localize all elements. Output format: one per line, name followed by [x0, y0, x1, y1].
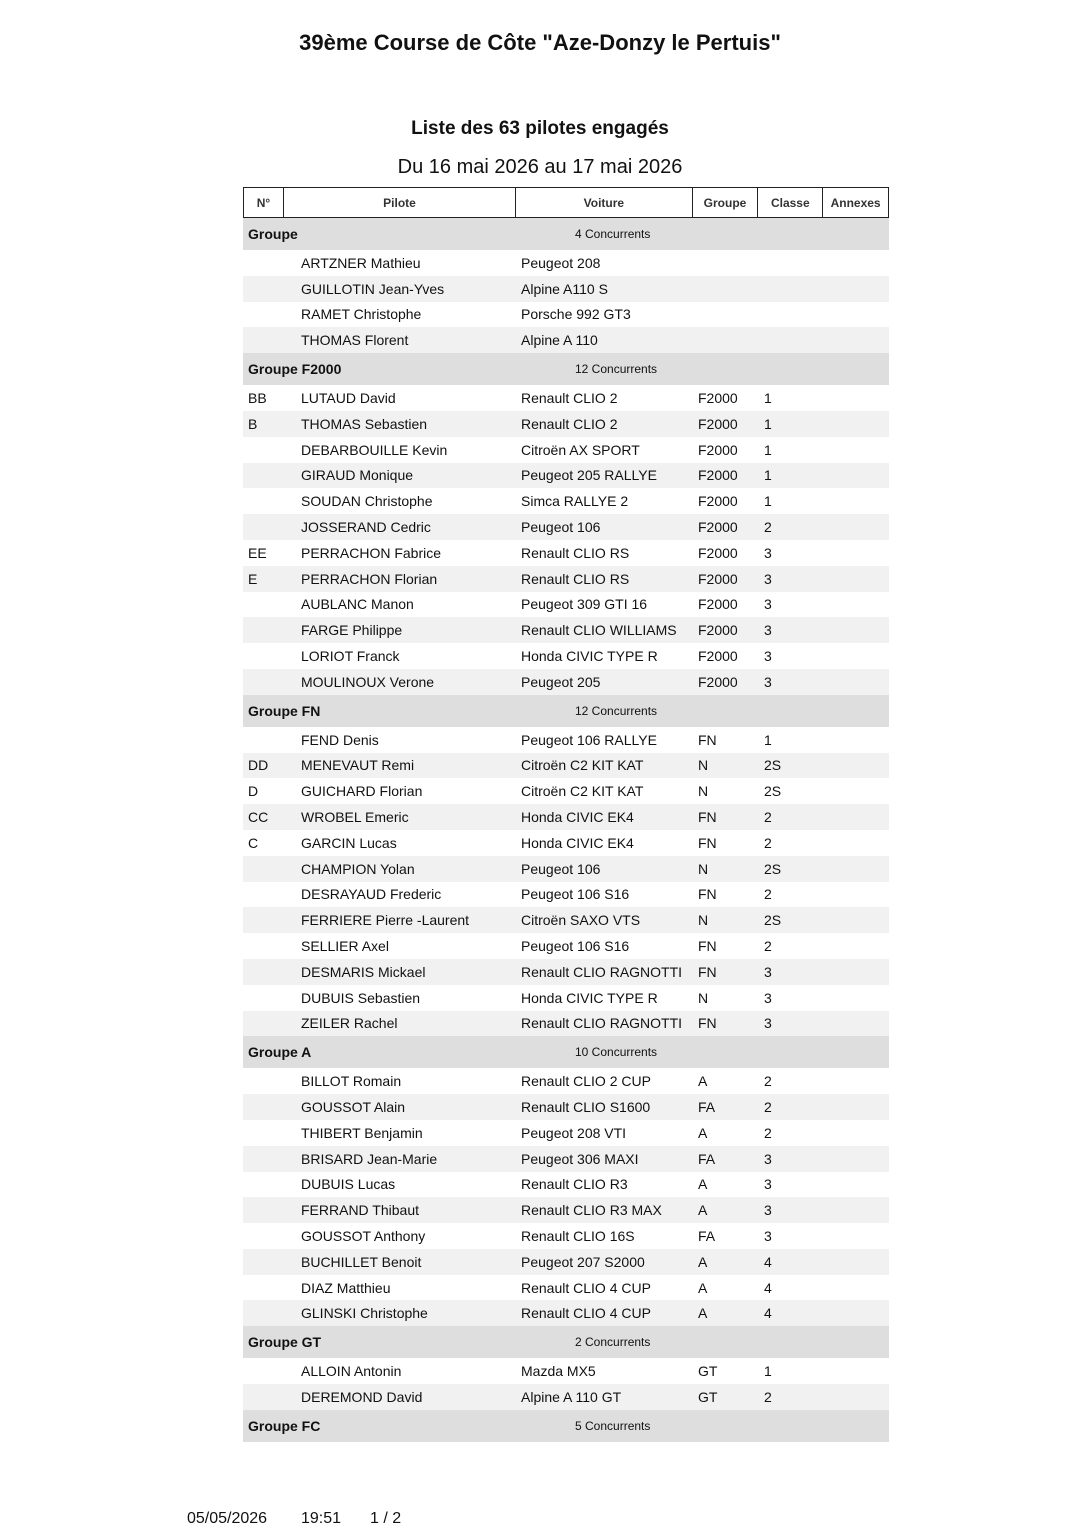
row-group: N: [698, 989, 709, 1006]
row-class: 1: [764, 415, 772, 432]
row-car: Alpine A 110 GT: [521, 1388, 622, 1405]
row-class: 1: [764, 441, 772, 458]
row-group: A: [698, 1305, 708, 1322]
table-row: [243, 592, 889, 618]
row-class: 3: [764, 673, 772, 690]
row-pilot: BILLOT Romain: [301, 1073, 402, 1090]
row-pilot: DEREMOND David: [301, 1388, 423, 1405]
row-group: N: [698, 757, 709, 774]
row-pilot: DIAZ Matthieu: [301, 1279, 391, 1296]
table-row: [243, 669, 889, 695]
row-class: 2S: [764, 757, 782, 774]
table-row: [243, 753, 889, 779]
row-car: Renault CLIO WILLIAMS: [521, 622, 677, 639]
row-pilot: SELLIER Axel: [301, 938, 389, 955]
table-row: [243, 804, 889, 830]
footer-page-number: 1 / 2: [370, 1510, 402, 1527]
row-car: Renault CLIO 4 CUP: [521, 1279, 651, 1296]
row-class: 3: [764, 1015, 772, 1032]
table-row: [243, 385, 889, 411]
row-group: F2000: [698, 673, 738, 690]
table-row: [243, 1120, 889, 1146]
group-name: Groupe FN: [248, 702, 321, 719]
row-pilot: THIBERT Benjamin: [301, 1124, 423, 1141]
row-pilot: GUILLOTIN Jean-Yves: [301, 280, 445, 297]
group-header: [243, 353, 889, 385]
row-class: 3: [764, 989, 772, 1006]
table-row: [243, 1223, 889, 1249]
row-pilot: FERRAND Thibaut: [301, 1202, 420, 1219]
row-group: FN: [698, 731, 717, 748]
row-group: A: [698, 1202, 708, 1219]
entry-list-table: [243, 187, 889, 1442]
row-car: Renault CLIO R3 MAX: [521, 1202, 662, 1219]
table-row: [243, 463, 889, 489]
row-pilot: ARTZNER Mathieu: [301, 254, 421, 271]
row-car: Peugeot 306 MAXI: [521, 1150, 639, 1167]
footer-date: 05/05/2026: [187, 1510, 268, 1527]
row-group: F2000: [698, 596, 738, 613]
row-number: D: [248, 783, 259, 800]
row-pilot: PERRACHON Fabrice: [301, 544, 442, 561]
row-group: FN: [698, 963, 717, 980]
row-number: C: [248, 834, 259, 851]
row-class: 3: [764, 1176, 772, 1193]
table-row: [243, 856, 889, 882]
row-pilot: DUBUIS Sebastien: [301, 989, 421, 1006]
row-pilot: JOSSERAND Cedric: [301, 519, 431, 536]
row-car: Renault CLIO 2: [521, 415, 618, 432]
row-pilot: BRISARD Jean-Marie: [301, 1150, 438, 1167]
header-group: Groupe: [693, 188, 759, 217]
row-class: 3: [764, 963, 772, 980]
group-count: 4 Concurrents: [575, 227, 651, 241]
row-pilot: LORIOT Franck: [301, 648, 400, 665]
row-pilot: DUBUIS Lucas: [301, 1176, 396, 1193]
row-group: N: [698, 860, 709, 877]
table-row: [243, 488, 889, 514]
document-subtitle: Liste des 63 pilotes engagés: [411, 118, 669, 139]
row-car: Peugeot 205 RALLYE: [521, 467, 657, 484]
row-class: 2: [764, 834, 772, 851]
row-class: 1: [764, 390, 772, 407]
row-number: EE: [248, 544, 267, 561]
group-name: Groupe A: [248, 1044, 312, 1061]
row-group: A: [698, 1253, 708, 1270]
row-class: 1: [764, 493, 772, 510]
table-row: [243, 566, 889, 592]
table-row: [243, 1358, 889, 1384]
row-group: N: [698, 912, 709, 929]
header-car: Voiture: [516, 188, 692, 217]
table-row: [243, 1068, 889, 1094]
row-pilot: BUCHILLET Benoit: [301, 1253, 422, 1270]
row-number: E: [248, 570, 258, 587]
group-header: [243, 218, 889, 250]
row-pilot: GARCIN Lucas: [301, 834, 397, 851]
row-car: Porsche 992 GT3: [521, 306, 631, 323]
row-pilot: GOUSSOT Alain: [301, 1099, 406, 1115]
row-group: F2000: [698, 415, 738, 432]
row-car: Honda CIVIC TYPE R: [521, 648, 658, 665]
table-header: [243, 187, 889, 218]
row-car: Renault CLIO 2 CUP: [521, 1073, 651, 1090]
row-number: DD: [248, 757, 269, 774]
row-class: 3: [764, 544, 772, 561]
row-class: 2: [764, 809, 772, 826]
row-group: GT: [698, 1388, 718, 1405]
row-group: FN: [698, 938, 717, 955]
header-annexes: Annexes: [830, 195, 881, 210]
row-group: F2000: [698, 493, 738, 510]
table-row: [243, 1197, 889, 1223]
table-row: [243, 514, 889, 540]
row-car: Alpine A110 S: [521, 280, 608, 297]
row-pilot: LUTAUD David: [301, 390, 396, 407]
table-row: [243, 1249, 889, 1275]
row-group: F2000: [698, 519, 738, 536]
row-pilot: THOMAS Sebastien: [301, 415, 428, 432]
row-class: 2S: [764, 860, 782, 877]
row-pilot: SOUDAN Christophe: [301, 493, 433, 510]
table-row: [243, 411, 889, 437]
group-header: [243, 1410, 889, 1442]
row-class: 2: [764, 886, 772, 903]
row-class: 3: [764, 648, 772, 665]
row-pilot: FARGE Philippe: [301, 622, 403, 639]
row-pilot: DEBARBOUILLE Kevin: [301, 441, 448, 458]
table-row: [243, 933, 889, 959]
row-group: GT: [698, 1363, 718, 1380]
group-count: 5 Concurrents: [575, 1418, 651, 1433]
row-class: 2: [764, 1124, 772, 1141]
row-group: F2000: [698, 441, 738, 458]
row-car: Renault CLIO 4 CUP: [521, 1305, 651, 1322]
row-number: CC: [248, 809, 269, 826]
group-name: Groupe: [248, 226, 298, 242]
row-class: 1: [764, 1363, 772, 1380]
table-row: [243, 778, 889, 804]
table-row: [243, 907, 889, 933]
row-class: 2S: [764, 783, 782, 800]
row-car: Renault CLIO RS: [521, 570, 630, 587]
row-group: A: [698, 1176, 708, 1193]
row-pilot: THOMAS Florent: [301, 332, 409, 349]
table-row: [243, 437, 889, 463]
row-car: Renault CLIO RAGNOTTI: [521, 1015, 683, 1032]
header-class: Classe: [758, 188, 823, 217]
group-name: Groupe FC: [248, 1417, 321, 1434]
table-row: [243, 727, 889, 753]
row-group: F2000: [698, 570, 738, 587]
row-pilot: GUICHARD Florian: [301, 783, 423, 800]
row-car: Citroën C2 KIT KAT: [521, 783, 644, 800]
event-dates: Du 16 mai 2026 au 17 mai 2026: [397, 156, 683, 178]
row-car: Peugeot 106 RALLYE: [521, 731, 657, 748]
group-count: 10 Concurrents: [575, 1045, 658, 1060]
footer-time: 19:51: [301, 1510, 342, 1527]
table-row: [243, 882, 889, 908]
row-pilot: FERRIERE Pierre -Laurent: [301, 912, 470, 929]
row-pilot: DESMARIS Mickael: [301, 963, 426, 980]
row-class: 3: [764, 570, 772, 587]
row-class: 3: [764, 1227, 772, 1244]
table-row: [243, 1094, 889, 1120]
row-group: A: [698, 1124, 708, 1141]
row-car: Honda CIVIC EK4: [521, 809, 634, 826]
row-class: 2: [764, 938, 772, 955]
row-car: Peugeot 106: [521, 860, 601, 877]
row-car: Simca RALLYE 2: [521, 493, 629, 510]
table-row: [243, 1275, 889, 1301]
row-car: Renault CLIO RAGNOTTI: [521, 963, 683, 980]
table-row: [243, 540, 889, 566]
row-group: FA: [698, 1099, 716, 1115]
row-group: F2000: [698, 544, 738, 561]
table-row: [243, 1300, 889, 1326]
row-number: B: [248, 415, 258, 432]
row-pilot: CHAMPION Yolan: [301, 860, 415, 877]
row-car: Citroën AX SPORT: [521, 441, 640, 458]
row-class: 3: [764, 1202, 772, 1219]
row-pilot: ALLOIN Antonin: [301, 1363, 402, 1380]
row-group: FA: [698, 1150, 716, 1167]
row-car: Renault CLIO S1600: [521, 1099, 651, 1115]
row-car: Peugeot 106 S16: [521, 938, 630, 955]
document-title: 39ème Course de Côte "Aze-Donzy le Pertuis": [299, 30, 781, 55]
row-group: A: [698, 1073, 708, 1090]
row-group: F2000: [698, 622, 738, 639]
table-row: [243, 830, 889, 856]
row-car: Peugeot 207 S2000: [521, 1253, 645, 1270]
row-class: 1: [764, 731, 772, 748]
table-row: [243, 302, 889, 328]
row-class: 4: [764, 1253, 772, 1270]
table-row: [243, 1011, 889, 1037]
row-pilot: AUBLANC Manon: [301, 596, 414, 613]
table-row: [243, 327, 889, 353]
group-header: [243, 1326, 889, 1358]
row-car: Peugeot 208: [521, 254, 601, 271]
row-car: Citroën C2 KIT KAT: [521, 757, 644, 774]
row-group: FA: [698, 1227, 716, 1244]
row-class: 1: [764, 467, 772, 484]
row-class: 2: [764, 1073, 772, 1090]
header-number: N°: [244, 188, 284, 217]
row-pilot: MOULINOUX Verone: [301, 673, 435, 690]
table-row: [243, 1384, 889, 1410]
table-row: [243, 643, 889, 669]
row-class: 4: [764, 1279, 772, 1296]
row-car: Renault CLIO 2: [521, 390, 618, 407]
row-group: F2000: [698, 467, 738, 484]
table-row: [243, 1146, 889, 1172]
row-number: BB: [248, 390, 267, 407]
row-car: Honda CIVIC EK4: [521, 834, 634, 851]
header-pilot: Pilote: [284, 188, 516, 217]
row-car: Peugeot 205: [521, 673, 601, 690]
row-class: 2: [764, 519, 772, 536]
row-car: Renault CLIO 16S: [521, 1227, 635, 1244]
group-count: 2 Concurrents: [575, 1335, 651, 1350]
row-class: 4: [764, 1305, 772, 1322]
row-car: Honda CIVIC TYPE R: [521, 989, 658, 1006]
table-row: [243, 617, 889, 643]
row-group: F2000: [698, 390, 738, 407]
row-car: Peugeot 208 VTI: [521, 1124, 627, 1141]
row-car: Peugeot 106 S16: [521, 886, 630, 903]
group-name: Groupe F2000: [248, 361, 342, 378]
row-class: 2: [764, 1388, 772, 1405]
row-class: 3: [764, 596, 772, 613]
row-car: Peugeot 106: [521, 519, 601, 536]
row-pilot: GLINSKI Christophe: [301, 1305, 428, 1322]
row-car: Citroën SAXO VTS: [521, 912, 641, 929]
row-pilot: GOUSSOT Anthony: [301, 1227, 426, 1244]
row-pilot: GIRAUD Monique: [301, 467, 414, 484]
row-class: 3: [764, 1150, 772, 1167]
row-car: Alpine A 110: [521, 332, 598, 349]
row-group: FN: [698, 834, 717, 851]
row-pilot: MENEVAUT Remi: [301, 757, 415, 774]
table-row: [243, 276, 889, 302]
group-count: 12 Concurrents: [575, 362, 658, 377]
row-group: FN: [698, 886, 717, 903]
row-pilot: RAMET Christophe: [301, 306, 422, 323]
row-group: F2000: [698, 648, 738, 665]
row-car: Peugeot 309 GTI 16: [521, 596, 648, 613]
table-row: [243, 1172, 889, 1198]
table-row: [243, 985, 889, 1011]
row-pilot: PERRACHON Florian: [301, 570, 438, 587]
row-class: 2: [764, 1099, 772, 1115]
group-count: 12 Concurrents: [575, 703, 658, 718]
row-pilot: ZEILER Rachel: [301, 1015, 398, 1032]
row-group: FN: [698, 1015, 717, 1032]
table-row: [243, 250, 889, 276]
row-car: Renault CLIO RS: [521, 544, 630, 561]
group-header: [243, 695, 889, 727]
row-group: FN: [698, 809, 717, 826]
row-car: Renault CLIO R3: [521, 1176, 628, 1193]
row-class: 2S: [764, 912, 782, 929]
group-name: Groupe GT: [248, 1334, 322, 1351]
row-car: Mazda MX5: [521, 1363, 596, 1380]
table-row: [243, 959, 889, 985]
row-pilot: DESRAYAUD Frederic: [301, 886, 442, 903]
row-pilot: FEND Denis: [301, 731, 379, 748]
row-group: N: [698, 783, 709, 800]
group-header: [243, 1036, 889, 1068]
row-pilot: WROBEL Emeric: [301, 809, 409, 826]
row-group: A: [698, 1279, 708, 1296]
row-class: 3: [764, 622, 772, 639]
